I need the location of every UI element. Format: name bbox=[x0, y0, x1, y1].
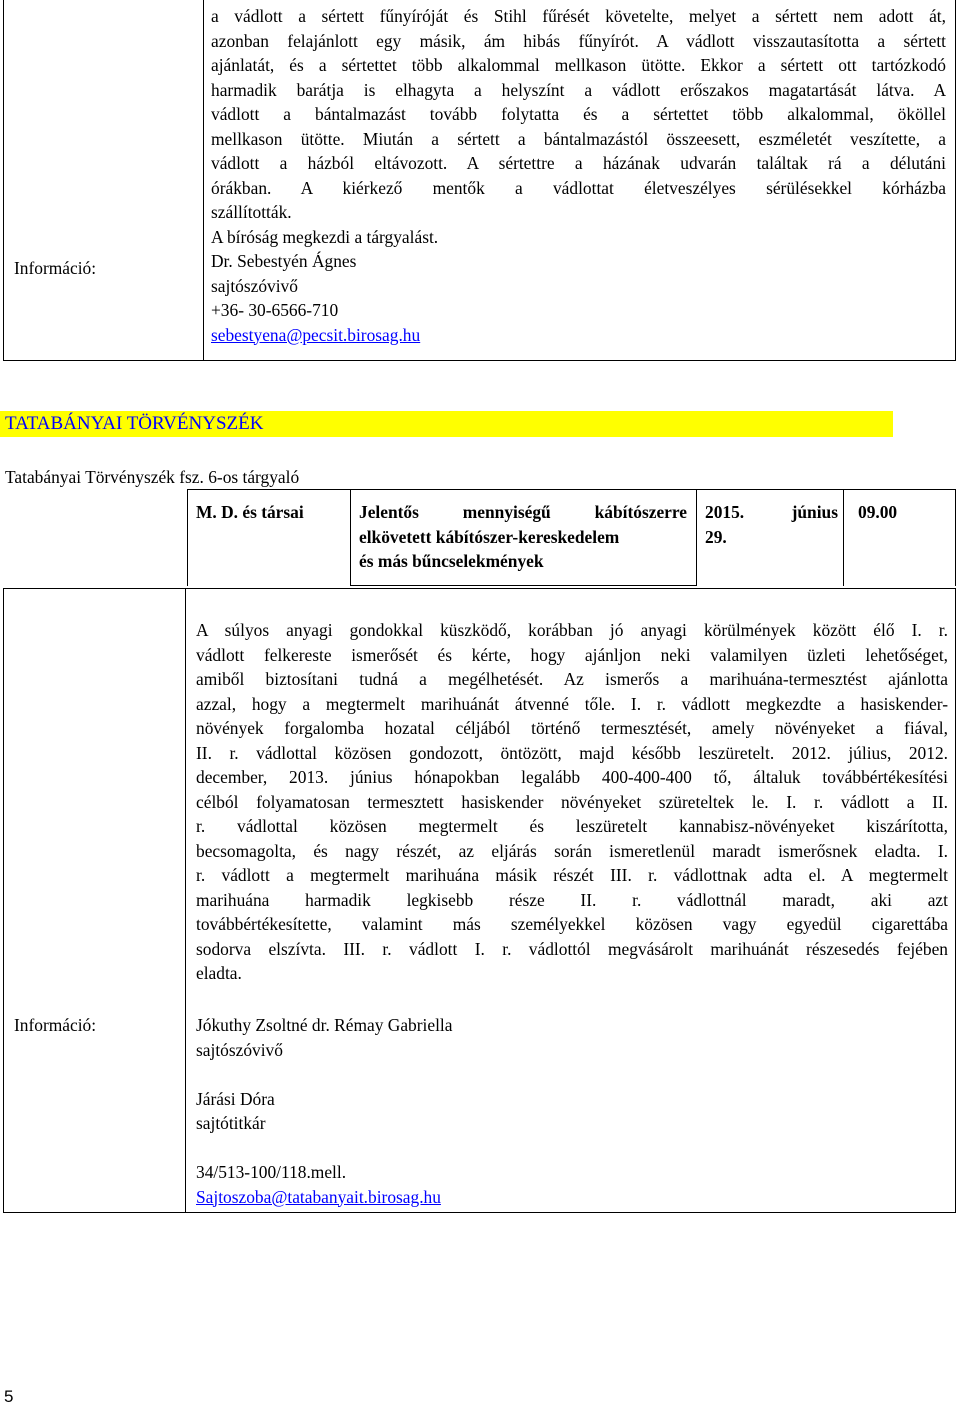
case2-line-14: sodorva elszívta. III. r. vádlott I. r. vádlottól megvásárolt marihuánát részesedés fejében bbox=[196, 938, 948, 959]
info-label-2: Információ: bbox=[14, 1015, 97, 1035]
case2-line-3: amiből biztosítani tudná a megélhetését. Az ismerős a marihuána-termesztést ajánlotta bbox=[196, 669, 948, 689]
case1-line-last: szállították. bbox=[211, 202, 292, 222]
case2-line-6: II. r. vádlottal közösen gondozott, öntözött, majd később leszüretelt. 2012. július, 2012. bbox=[196, 742, 948, 763]
case2-line-4: azzal, hogy a megtermelt marihuánát átvenné tőle. I. r. vádlott megkezdte a hasiskender- bbox=[196, 693, 948, 714]
contact1-role: sajtószóvivő bbox=[196, 1039, 283, 1060]
case2-line-2: vádlott felkereste ismerősét és kérte, hogy ajánljon neki valamilyen üzleti lehetőséget, bbox=[196, 644, 948, 665]
case1-line-7: vádlott a házból eltávozott. A sértettre a házának udvarán találtak rá a délutáni bbox=[211, 153, 946, 173]
case2-line-last: eladta. bbox=[196, 963, 242, 983]
case1-line-3: ajánlatát, és a sértettet több alkalommal mellkason ütötte. Ekkor a sértett ott tartózkodó bbox=[211, 55, 946, 75]
table1-label-cell bbox=[3, 0, 204, 361]
charge-line-3: és más bűncselekmények bbox=[359, 551, 544, 571]
contact1-name: Jókuthy Zsoltné dr. Rémay Gabriella bbox=[196, 1015, 453, 1035]
case2-line-7: december, 2013. június hónapokban legalább 400-400-400 tő, általuk továbbértékesítési bbox=[196, 767, 948, 787]
case2-line-1: A súlyos anyagi gondokkal küszködő, korábban jó anyagi körülmények között élő I. r. bbox=[196, 620, 948, 640]
case2-body bbox=[196, 618, 948, 986]
case2-line-10: becsomagolta, és nagy részét, az eljárás során ismeretlenül maradt ismerősnek eladta. I. bbox=[196, 840, 948, 861]
contact-name: Dr. Sebestyén Ágnes bbox=[211, 251, 357, 271]
case2-line-13: továbbértékesítette, valamint más személyekkel közösen vagy egyedül cigarettába bbox=[196, 914, 948, 934]
case2-line-9: r. vádlottal közösen megtermelt és leszüretelt kannabisz-növényeket kiszárította, bbox=[196, 816, 948, 836]
page-number: 5 bbox=[4, 1387, 14, 1406]
court-heading bbox=[0, 411, 893, 437]
hearing-date bbox=[705, 500, 838, 549]
info-label-1: Információ: bbox=[14, 258, 97, 278]
press-email-link[interactable]: Sajtoszoba@tatabanyait.birosag.hu bbox=[196, 1186, 441, 1207]
case2-line-12: marihuána harmadik legkisebb része II. r. vádlottnál maradt, aki azt bbox=[196, 889, 948, 910]
hearing-date-month: június bbox=[791, 502, 838, 522]
defendant-name: M. D. és társai bbox=[196, 502, 304, 522]
case1-body bbox=[211, 4, 946, 347]
table2-label-cell bbox=[3, 588, 185, 1213]
case1-line-5: vádlott a bántalmazást tovább folytatta és a sértettet több alkalommal, ököllel bbox=[211, 104, 946, 124]
case2-line-11: r. vádlott a megtermelt marihuána másik részét III. r. vádlottnak adta el. A megtermelt bbox=[196, 865, 948, 885]
charge-line-1: Jelentős mennyiségű kábítószerre bbox=[359, 502, 687, 522]
case2-contacts bbox=[196, 1013, 896, 1209]
case1-line-1: a vádlott a sértett fűnyíróját és Stihl fűrését követelte, melyet a sértett nem adott át, bbox=[211, 6, 946, 26]
contact2-role: sajtótitkár bbox=[196, 1113, 266, 1133]
trial-start-text: A bíróság megkezdi a tárgyalást. bbox=[211, 226, 439, 247]
case1-line-8: órákban. A kiérkező mentők a vádlottat életveszélyes sérülésekkel kórházba bbox=[211, 177, 946, 198]
case1-line-4: harmadik barátja is elhagyta a helyszínt a vádlott erőszakos magatartását látva. A bbox=[211, 79, 946, 100]
case1-line-6: mellkason ütötte. Miután a sértett a bántalmazástól összeesett, eszméletét veszítette, a bbox=[211, 128, 946, 149]
contact-phone: +36- 30-6566-710 bbox=[211, 300, 339, 320]
contact2-name: Járási Dóra bbox=[196, 1088, 275, 1109]
charge-line-2: elkövetett kábítószer-kereskedelem bbox=[359, 526, 620, 547]
hearing-date-day: 29. bbox=[705, 526, 727, 547]
hearing-time: 09.00 bbox=[858, 502, 898, 522]
hearing-date-year: 2015. bbox=[705, 502, 745, 522]
case1-line-2: azonban felajánlott egy másik, ám hibás fűnyírót. A vádlott visszautasította a sértett bbox=[211, 30, 946, 51]
contact-email-link[interactable]: sebestyena@pecsit.birosag.hu bbox=[211, 324, 421, 345]
case2-line-5: növények forgalomba hozatal céljából történő termesztését, amely növényeket a fiával, bbox=[196, 718, 948, 738]
court-heading-text: TATABÁNYAI TÖRVÉNYSZÉK bbox=[5, 413, 264, 434]
case2-line-8: célból folyamatosan termesztett hasiskender növényeket szüreteltek le. I. r. vádlott a II. bbox=[196, 791, 948, 812]
contact-role: sajtószóvivő bbox=[211, 275, 298, 296]
venue-text: Tatabányai Törvényszék fsz. 6-os tárgyaló bbox=[5, 467, 300, 487]
contact-phone-ext: 34/513-100/118.mell. bbox=[196, 1162, 347, 1182]
charge-text bbox=[359, 500, 687, 574]
